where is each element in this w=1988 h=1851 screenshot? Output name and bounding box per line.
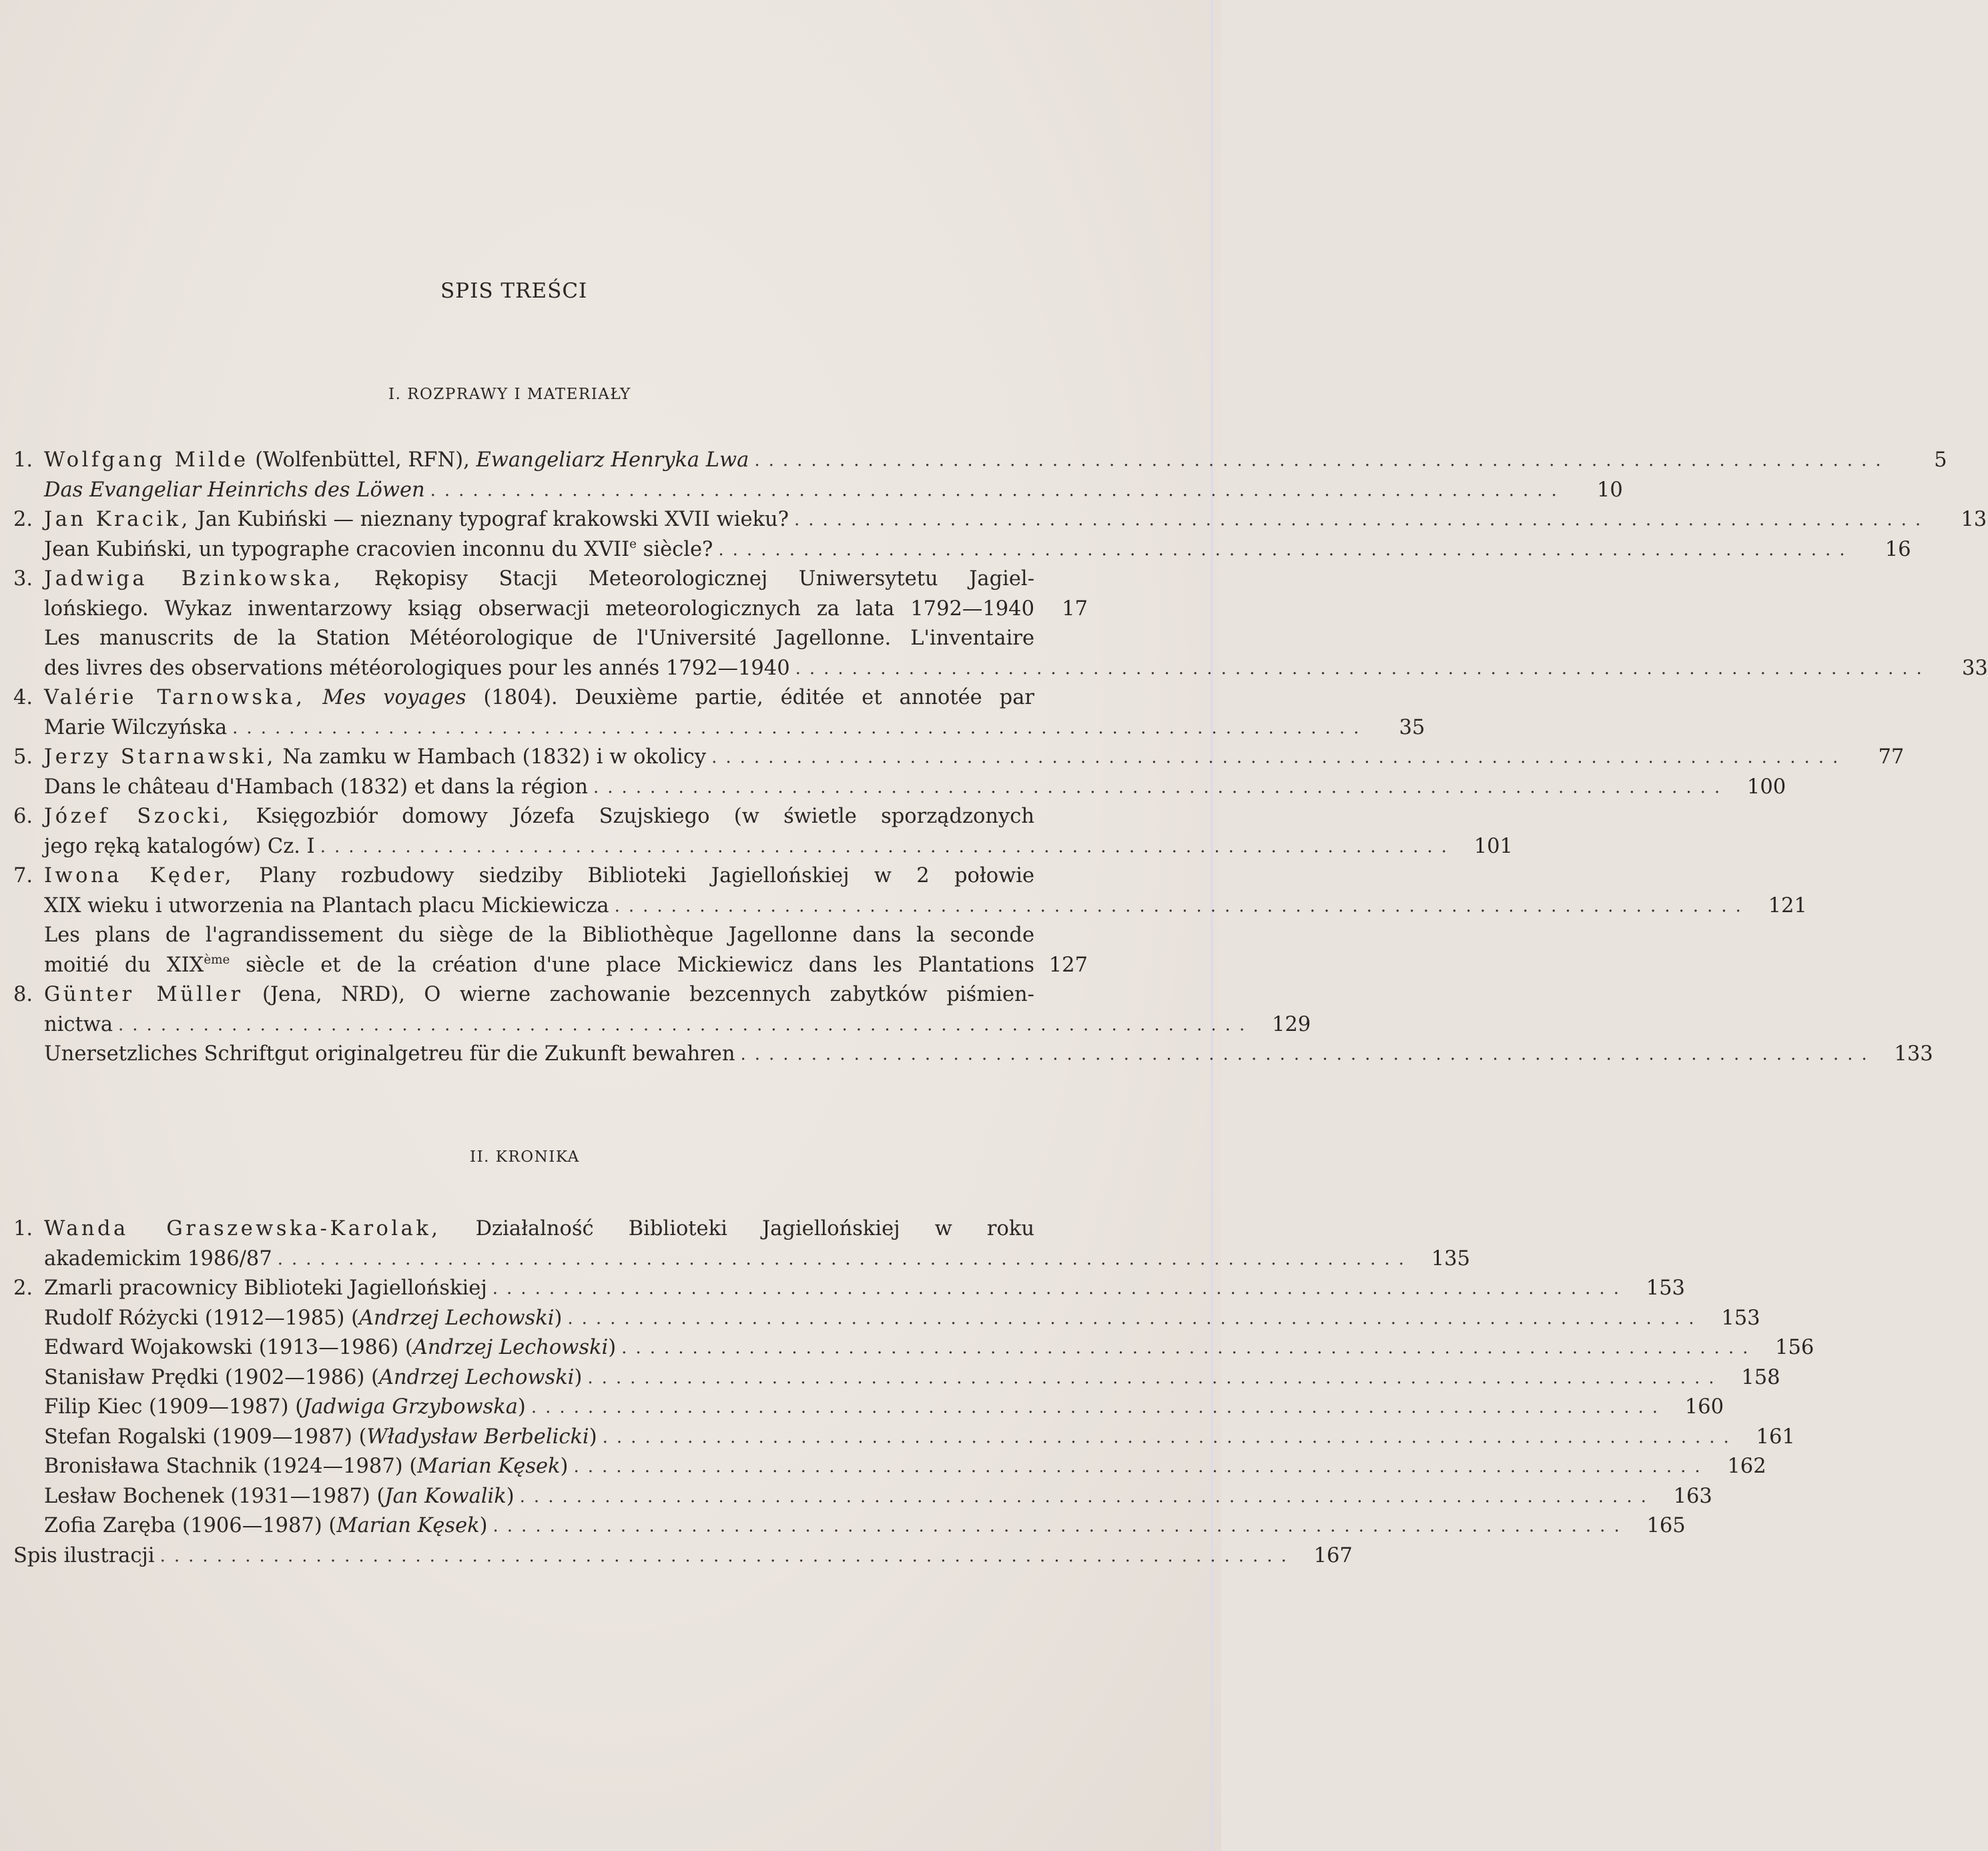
entry-text: moitié du XIX — [44, 953, 204, 977]
toc-entry — [13, 1393, 1724, 1423]
toc-entry — [13, 476, 1623, 506]
entry-text-cont: ) — [608, 1336, 617, 1359]
toc-entry — [13, 713, 1425, 743]
entry-text-cont: siècle et de la création d'une place Mickiewicz dans les Plantations — [230, 953, 1034, 977]
entry-text — [305, 686, 322, 709]
toc-list-rozprawy — [13, 446, 1988, 1070]
entry-title — [44, 773, 588, 803]
entry-page-number: 121 — [1768, 893, 1807, 917]
entry-page-number: 16 — [1885, 537, 1911, 561]
dot-leader: ................................................................................ — [277, 1248, 1413, 1269]
entry-text: Jan Kubiński — nieznany typograf krakowski XVII wieku? — [190, 508, 789, 531]
entry-text: Zmarli pracownicy Biblioteki Jagiellońskiej — [44, 1276, 487, 1300]
toc-entry — [13, 1040, 1933, 1070]
entry-page-number: 10 — [1597, 478, 1623, 502]
toc-entry — [13, 773, 1786, 803]
entry-page-number: 5 — [1934, 448, 1947, 472]
entry-text: XIX wieku i utworzenia na Plantach placu Mickiewicza — [44, 893, 609, 917]
entry-title — [44, 1393, 526, 1423]
entry-author: Iwona Kęder, — [44, 864, 234, 887]
toc-entry — [13, 802, 1088, 832]
entry-superscript: ème — [204, 952, 230, 967]
entry-italic-title: Jadwiga Grzybowska — [303, 1395, 518, 1419]
entry-page-number: 167 — [1313, 1543, 1353, 1567]
toc-entry — [13, 1214, 1088, 1244]
entry-page-number: 101 — [1473, 834, 1513, 858]
entry-title — [44, 832, 315, 862]
entry-text-cont: ) — [517, 1395, 526, 1419]
dot-leader: ................................................................................ — [602, 1427, 1738, 1447]
dot-leader: ................................................................................ — [232, 717, 1368, 738]
entry-text: Stefan Rogalski (1909—1987) ( — [44, 1425, 367, 1449]
entry-italic-title: Andrzej Lechowski — [359, 1306, 555, 1330]
entry-author: Günter Müller — [44, 983, 244, 1006]
dot-leader: ................................................................................ — [492, 1516, 1628, 1536]
entry-superscript: e — [629, 536, 637, 551]
entry-title — [44, 505, 789, 535]
toc-entry — [13, 683, 1088, 713]
entry-text: Les plans de l'agrandissement du siège de la Bibliothèque Jagellonne dans la seconde — [44, 923, 1034, 947]
entry-title — [44, 980, 1034, 1010]
entry-italic-title: Mes voyages — [322, 686, 466, 709]
entry-page-number: 158 — [1741, 1365, 1780, 1389]
entry-title — [44, 446, 749, 476]
entry-title — [13, 1541, 155, 1571]
entry-text: nictwa — [44, 1012, 113, 1036]
entry-author: Jerzy Starnawski, — [44, 745, 276, 769]
dot-leader: ................................................................................ — [531, 1397, 1666, 1417]
entry-text: Rękopisy Stacji Meteorologicznej Uniwersytetu Jagiel- — [343, 567, 1034, 591]
toc-entry — [13, 921, 1088, 951]
toc-entry — [13, 743, 1905, 773]
dot-leader: ................................................................................ — [614, 895, 1750, 916]
entry-author: Wanda Graszewska-Karolak, — [44, 1217, 441, 1240]
toc-entry — [13, 1244, 1470, 1274]
toc-entry — [13, 1452, 1766, 1482]
toc-entry — [13, 654, 1988, 684]
entry-number: 8. — [13, 983, 33, 1006]
entry-page-number: 163 — [1673, 1484, 1712, 1508]
entry-title — [44, 624, 1034, 654]
entry-text: jego ręką katalogów) Cz. I — [44, 834, 315, 858]
entry-text-cont: ) — [554, 1306, 563, 1330]
entry-italic-title: Das Evangeliar Heinrichs des Löwen — [44, 478, 425, 502]
entry-title — [44, 713, 227, 743]
dot-leader: ................................................................................ — [587, 1367, 1723, 1388]
dot-leader: ................................................................................ — [492, 1278, 1628, 1299]
toc-entry — [13, 1304, 1760, 1334]
entry-page-number: 160 — [1684, 1395, 1724, 1419]
entry-number: 4. — [13, 686, 33, 709]
dot-leader: ................................................................................ — [793, 510, 1930, 530]
entry-italic-title: Marian Kęsek — [417, 1455, 561, 1478]
entry-italic-title: Andrzej Lechowski — [412, 1336, 609, 1359]
entry-text: (Wolfenbüttel, RFN), — [248, 448, 476, 472]
entry-title — [44, 802, 1034, 832]
entry-title — [44, 951, 1034, 981]
entry-number: 3. — [13, 567, 33, 591]
entry-italic-title: Jan Kowalik — [384, 1484, 507, 1508]
entry-page-number: 77 — [1878, 745, 1905, 769]
entry-title — [44, 1304, 562, 1334]
entry-page-number: 129 — [1271, 1012, 1311, 1036]
entry-text: Les manuscrits de la Station Météorologique de l'Université Jagellonne. L'inventaire — [44, 627, 1034, 650]
entry-title — [44, 891, 609, 921]
entry-text: (Jena, NRD), O wierne zachowanie bezcennych zabytków piśmien- — [243, 983, 1034, 1006]
entry-page-number: 135 — [1431, 1246, 1470, 1270]
entry-text: Edward Wojakowski (1913—1986) ( — [44, 1336, 413, 1359]
entry-text: Rudolf Różycki (1912—1985) ( — [44, 1306, 360, 1330]
dot-leader: ................................................................................ — [430, 480, 1566, 500]
entry-author: Jadwiga Bzinkowska, — [44, 567, 344, 591]
toc-entry — [13, 624, 1088, 654]
toc-list-kronika — [13, 1214, 1814, 1571]
toc-entry — [13, 1010, 1311, 1040]
entry-title — [44, 1423, 597, 1453]
toc-entry — [13, 535, 1911, 565]
entry-number: 1. — [13, 1217, 33, 1240]
toc-entry — [13, 446, 1947, 476]
toc-entry — [13, 861, 1088, 891]
toc-entry — [13, 980, 1088, 1010]
entry-number: 2. — [13, 1276, 33, 1300]
dot-leader: ................................................................................ — [593, 777, 1729, 797]
entry-text: Działalność Biblioteki Jagiellońskiej w roku — [440, 1217, 1034, 1240]
entry-text-cont: ) — [479, 1514, 488, 1537]
entry-number: 7. — [13, 864, 33, 887]
dot-leader: ................................................................................ — [711, 747, 1847, 767]
dot-leader: ................................................................................ — [118, 1014, 1254, 1035]
toc-entry — [13, 1541, 1353, 1571]
entry-title — [44, 595, 1034, 625]
entry-text: Spis ilustracji — [13, 1543, 155, 1567]
dot-leader: ................................................................................ — [567, 1308, 1703, 1329]
toc-entry — [13, 1423, 1795, 1453]
entry-page-number: 156 — [1775, 1336, 1814, 1359]
dot-leader: ................................................................................ — [159, 1545, 1295, 1566]
page-title-text: SPIS TREŚCI — [440, 279, 588, 303]
entry-text: Plany rozbudowy siedziby Biblioteki Jagiellońskiej w 2 połowie — [234, 864, 1034, 887]
entry-title — [44, 1511, 488, 1541]
entry-author: Józef Szocki, — [44, 805, 232, 828]
entry-text: lońskiego. Wykaz inwentarzowy ksiąg obserwacji meteorologicznych za lata 1792—1940 — [44, 597, 1034, 621]
entry-page-number: 162 — [1727, 1455, 1766, 1478]
dot-leader: ................................................................................ — [621, 1338, 1757, 1358]
toc-entry — [13, 1274, 1685, 1304]
entry-text-cont: ) — [506, 1484, 515, 1508]
toc-entry — [13, 565, 1088, 595]
toc-entry — [13, 505, 1987, 535]
entry-title — [44, 743, 706, 773]
entry-title — [44, 1452, 568, 1482]
entry-text: des livres des observations météorologiques pour les annés 1792—1940 — [44, 656, 790, 680]
entry-text: Stanisław Prędki (1902—1986) ( — [44, 1365, 379, 1389]
dot-leader: ................................................................................ — [718, 539, 1854, 560]
entry-text: Zofia Zaręba (1906—1987) ( — [44, 1514, 337, 1537]
toc-entry — [13, 1511, 1686, 1541]
entry-title — [44, 565, 1034, 595]
entry-text-cont: ) — [574, 1365, 583, 1389]
entry-page-number: 133 — [1894, 1042, 1933, 1066]
entry-title — [44, 1274, 487, 1304]
entry-italic-title: Andrzej Lechowski — [379, 1365, 575, 1389]
entry-text-cont: ) — [589, 1425, 597, 1449]
entry-text: Na zamku w Hambach (1832) i w okolicy — [276, 745, 707, 769]
entry-title — [44, 1244, 272, 1274]
entry-italic-title: Władysław Berbelicki — [366, 1425, 589, 1449]
dot-leader: ................................................................................ — [795, 658, 1931, 679]
toc-entry — [13, 595, 1088, 625]
entry-title — [44, 476, 425, 506]
dot-leader: ................................................................................ — [519, 1486, 1655, 1507]
entry-page-number: 165 — [1646, 1514, 1686, 1537]
entry-title — [44, 1333, 616, 1363]
entry-page-number: 100 — [1746, 775, 1786, 799]
entry-title — [44, 535, 713, 565]
entry-text: Jean Kubiński, un typographe cracovien inconnu du XVII — [44, 537, 630, 561]
entry-text: Marie Wilczyńska — [44, 715, 228, 739]
entry-page-number: 17 — [1062, 597, 1088, 621]
toc-entry — [13, 951, 1088, 981]
entry-text: Bronisława Stachnik (1924—1987) ( — [44, 1455, 418, 1478]
entry-title — [44, 1010, 113, 1040]
entry-title — [44, 683, 1034, 713]
entry-page-number: 153 — [1721, 1306, 1760, 1330]
entry-number: 1. — [13, 448, 33, 472]
page-edge — [1211, 0, 1213, 1851]
entry-text: Lesław Bochenek (1931—1987) ( — [44, 1484, 385, 1508]
entry-text: akademickim 1986/87 — [44, 1246, 272, 1270]
toc-entry — [13, 1363, 1780, 1393]
dot-leader: ................................................................................ — [754, 450, 1890, 470]
entry-author: Valérie Tarnowska, — [44, 686, 306, 709]
dot-leader: ................................................................................ — [740, 1044, 1876, 1064]
entry-title — [44, 1363, 582, 1393]
entry-text-cont: (1804). Deuxième partie, éditée et annotée par — [466, 686, 1034, 709]
entry-title — [44, 1040, 735, 1070]
entry-title — [44, 1482, 515, 1512]
entry-number: 6. — [13, 805, 33, 828]
entry-italic-title: Marian Kęsek — [336, 1514, 480, 1537]
section-heading-kronika: II. KRONIKA — [470, 1148, 580, 1166]
entry-author: Jan Kracik, — [44, 508, 191, 531]
entry-page-number: 33 — [1961, 656, 1988, 680]
toc-entry — [13, 1482, 1712, 1512]
entry-page-number: 161 — [1756, 1425, 1795, 1449]
toc-entry — [13, 832, 1513, 862]
entry-title — [44, 654, 790, 684]
entry-page-number: 127 — [1048, 953, 1088, 977]
entry-text: Księgozbiór domowy Józefa Szujskiego (w świetle sporządzonych — [232, 805, 1035, 828]
entry-text: Filip Kiec (1909—1987) ( — [44, 1395, 304, 1419]
entry-page-number: 153 — [1646, 1276, 1685, 1300]
entry-text: Dans le château d'Hambach (1832) et dans la région — [44, 775, 588, 799]
entry-author: Wolfgang Milde — [44, 448, 249, 472]
toc-entry — [13, 1333, 1814, 1363]
entry-text-cont: ) — [560, 1455, 569, 1478]
entry-title — [44, 1214, 1034, 1244]
entry-title — [44, 861, 1034, 891]
section-heading-rozprawy: I. ROZPRAWY I MATERIAŁY — [388, 386, 631, 403]
entry-text: Unersetzliches Schriftgut originalgetreu für die Zukunft bewahren — [44, 1042, 735, 1066]
toc-entry — [13, 891, 1807, 921]
entry-title — [44, 921, 1034, 951]
entry-text-cont: siècle? — [636, 537, 713, 561]
entry-page-number: 13 — [1961, 508, 1987, 531]
entry-number: 2. — [13, 508, 33, 531]
dot-leader: ................................................................................ — [573, 1457, 1709, 1477]
entry-page-number: 35 — [1399, 715, 1425, 739]
entry-number: 5. — [13, 745, 33, 769]
dot-leader: ................................................................................ — [320, 836, 1455, 857]
entry-italic-title: Ewangeliarz Henryka Lwa — [476, 448, 749, 472]
